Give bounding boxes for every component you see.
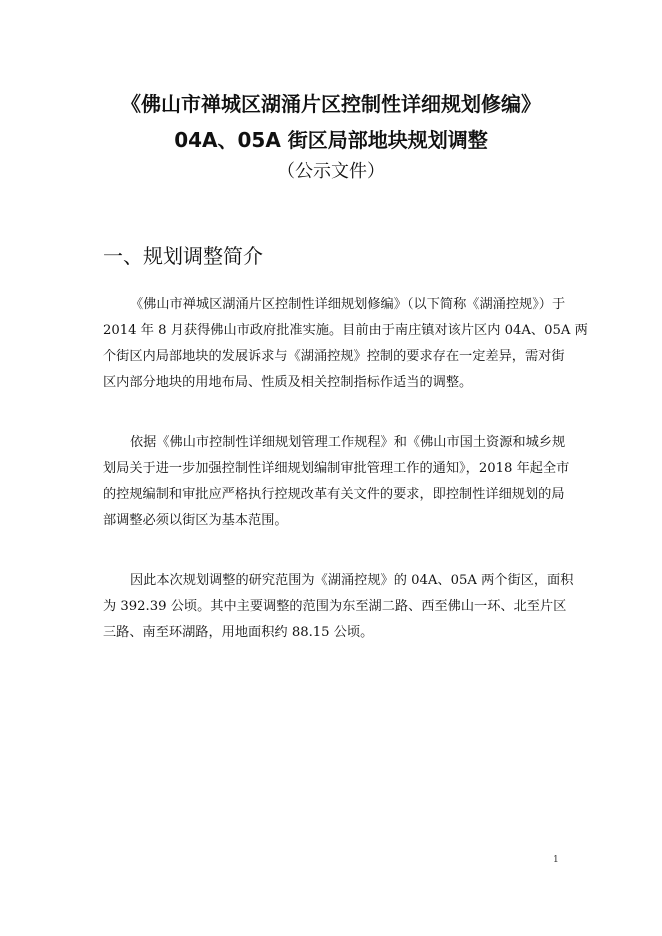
paragraph-line: 为 392.39 公顷。其中主要调整的范围为东至湖二路、西至佛山一环、北至片区 bbox=[103, 599, 567, 614]
paragraph-line: 个街区内局部地块的发展诉求与《湖涌控规》控制的要求存在一定差异，需对街 bbox=[103, 349, 565, 364]
document-subtitle: （公示文件） bbox=[277, 161, 385, 182]
paragraph-line: 三路、南至环湖路，用地面积约 88.15 公顷。 bbox=[103, 625, 374, 640]
section-heading: 一、规划调整简介 bbox=[103, 244, 263, 268]
paragraph-line: 区内部分地块的用地布局、性质及相关控制指标作适当的调整。 bbox=[103, 375, 473, 390]
paragraph-1 bbox=[103, 292, 588, 396]
document-title-line1: 《佛山市禅城区湖涌片区控制性详细规划修编》 bbox=[121, 92, 541, 116]
paragraph-2 bbox=[103, 430, 570, 534]
paragraph-line: 划局关于进一步加强控制性详细规划编制审批管理工作的通知》，2018 年起全市 bbox=[103, 461, 570, 476]
paragraph-line: 的控规编制和审批应严格执行控规改革有关文件的要求，即控制性详细规划的局 bbox=[103, 487, 565, 502]
paragraph-line: 部调整必须以街区为基本范围。 bbox=[103, 513, 288, 528]
paragraph-line: 依据《佛山市控制性详细规划管理工作规程》和《佛山市国土资源和城乡规 bbox=[130, 435, 566, 450]
paragraph-line: 《佛山市禅城区湖涌片区控制性详细规划修编》（以下简称《湖涌控规》）于 bbox=[130, 297, 566, 312]
page-number: 1 bbox=[553, 855, 559, 865]
paragraph-line: 因此本次规划调整的研究范围为《湖涌控规》的 04A、05A 两个街区，面积 bbox=[130, 573, 574, 588]
paragraph-line: 2014 年 8 月获得佛山市政府批准实施。目前由于南庄镇对该片区内 04A、05A 两 bbox=[103, 323, 588, 338]
paragraph-3 bbox=[103, 568, 574, 646]
document-title-line2: 04A、05A 街区局部地块规划调整 bbox=[174, 128, 488, 152]
